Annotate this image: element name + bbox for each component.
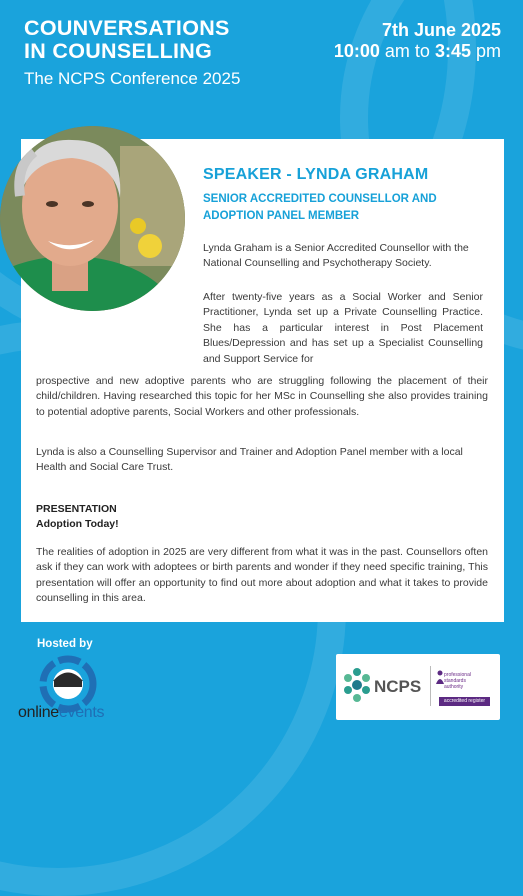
speaker-heading: SPEAKER - LYNDA GRAHAM bbox=[203, 166, 429, 183]
online-events-wordmark bbox=[18, 704, 104, 722]
online-events-wordmark-events: events bbox=[58, 704, 105, 721]
speaker-photo bbox=[0, 126, 185, 311]
event-title-line1: COUNVERSATIONS bbox=[24, 16, 230, 40]
accredited-register-badge: accredited register bbox=[439, 697, 490, 706]
speaker-bio-continued: prospective and new adoptive parents who are struggling following the placement of their child/children. Having researched this topic for her MSc in Counselling she also provides training to potential adoptive parents, Social Workers and other professionals. bbox=[36, 375, 488, 418]
speaker-bio-supervisor: Lynda is also a Counselling Supervisor and Trainer and Adoption Panel member with a local Health and Social Care Trust. bbox=[36, 446, 463, 474]
hosted-by-label: Hosted by bbox=[37, 638, 93, 650]
psa-text-line2: standards bbox=[444, 678, 466, 684]
speaker-role bbox=[203, 191, 483, 225]
speaker-role-line2: ADOPTION PANEL MEMBER bbox=[203, 210, 360, 222]
event-title-line2: IN COUNSELLING bbox=[24, 39, 213, 63]
presentation-title: Adoption Today! bbox=[36, 518, 119, 530]
time-suffix: pm bbox=[470, 41, 501, 61]
event-title bbox=[24, 17, 230, 63]
ncps-logo-panel bbox=[336, 654, 500, 720]
speaker-bio-intro: Lynda Graham is a Senior Accredited Counsellor with the National Counselling and Psychotherapy Society. bbox=[203, 242, 469, 270]
event-date: 7th June 2025 bbox=[381, 20, 501, 40]
event-subtitle: The NCPS Conference 2025 bbox=[24, 69, 241, 88]
event-time bbox=[334, 41, 501, 62]
ncps-flower-icon bbox=[342, 666, 372, 706]
psa-person-icon bbox=[436, 670, 444, 684]
psa-text-line3: authority bbox=[444, 684, 464, 690]
ncps-wordmark: NCPS bbox=[374, 677, 422, 696]
presentation-body: The realities of adoption in 2025 are very different from what it was in the past. Counsellors often ask if they can work with adoptees or birth parents and wonder if they need specific training, This presentation will offer an opportunity to find out more about adoption and what it takes to provide counselling in this area. bbox=[36, 546, 488, 605]
time-separator: am to bbox=[379, 41, 435, 61]
speaker-role-line1: SENIOR ACCREDITED COUNSELLOR AND bbox=[203, 193, 437, 205]
logo-divider bbox=[430, 666, 431, 706]
speaker-bio-career: After twenty-five years as a Social Worker and Senior Practitioner, Lynda set up a Private Counselling Practice. She has a particular interest in Post Placement Blues/Depression and has set up a Specialist Counselling and Support Service for bbox=[203, 291, 483, 365]
time-start: 10:00 bbox=[333, 41, 380, 61]
speaker-portrait-illustration bbox=[0, 126, 185, 311]
psa-text-line1: professional bbox=[444, 672, 471, 678]
presentation-heading: PRESENTATION bbox=[36, 503, 117, 515]
online-events-wordmark-online: online bbox=[18, 704, 59, 721]
time-end: 3:45 bbox=[434, 41, 471, 61]
